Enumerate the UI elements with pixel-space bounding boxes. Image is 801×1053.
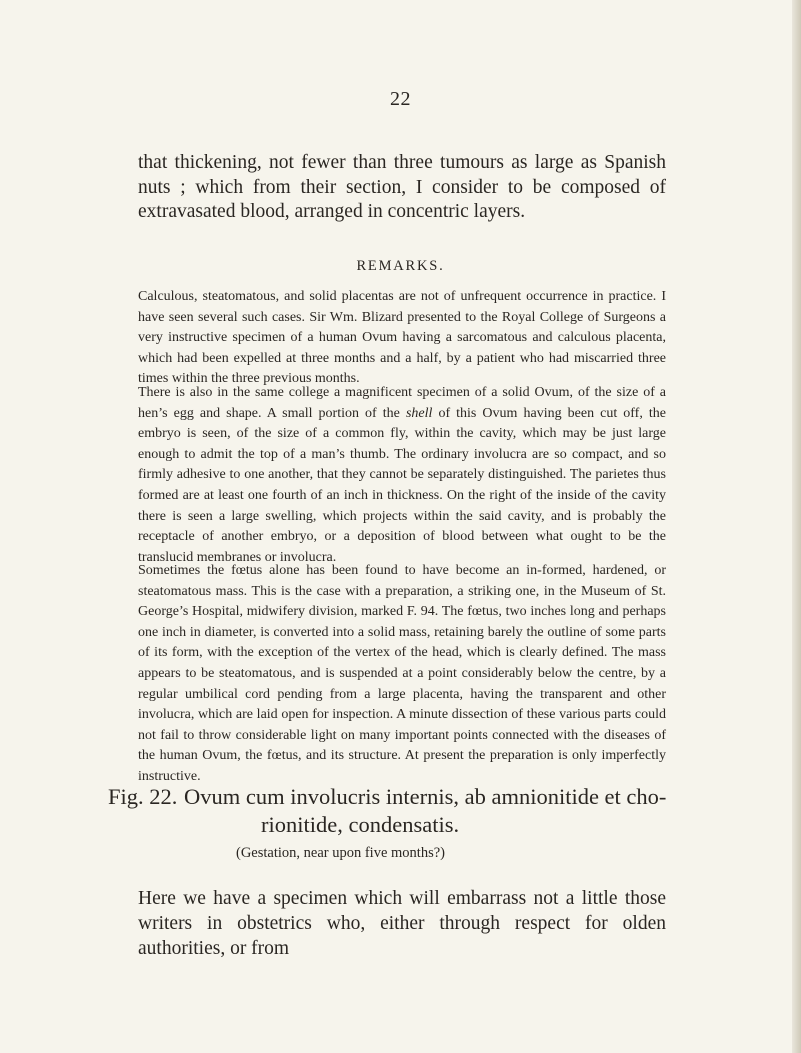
lead-paragraph: that thickening, not fewer than three tumours as large as Spanish nuts ; which from their section, I consider to be composed of extravasated blood, arranged in concentric layers.: [138, 152, 666, 222]
closing-paragraph: Here we have a specimen which will embarrass not a little those writers in obstetrics who, either through respect for olden authorities, or from: [138, 888, 666, 959]
remarks-paragraph-2-start: There is also in the same college a magnificent specimen of a solid Ovum, of the size of a hen’s egg and shape. A small portion of the: [138, 385, 666, 421]
figure-subtitle: (Gestation, near upon five months?): [236, 845, 445, 861]
remarks-heading: REMARKS.: [356, 258, 445, 274]
figure-heading: [108, 783, 678, 839]
figure-title-line-1: Ovum cum involucris internis, ab amnionitide et cho-: [184, 784, 667, 809]
figure-heading-line-1: [108, 783, 678, 811]
remarks-paragraph-2-end: of this Ovum having been cut off, the embryo is seen, of the size of a common fly, within the cavity, which may be just large enough to admit the top of a man’s thumb. The ordinary involucra are so compact, and so firmly adhesive to one another, that they cannot be separately distinguished. The parietes thus formed are at least one fourth of an inch in thickness. On the right of the inside of the cavity there is seen a large swelling, which projects within the said cavity, and is probably the receptacle of another embryo, or a deposition of blood between what ought to be the translucid membranes or involucra.: [138, 405, 667, 565]
figure-label: Fig. 22.: [108, 784, 178, 809]
page-edge-shadow: [792, 0, 801, 1053]
figure-title-line-2: rionitide, condensatis.: [261, 812, 460, 837]
remarks-paragraph-3: Sometimes the fœtus alone has been found to have become an in-formed, hardened, or steatomatous mass. This is the case with a preparation, a striking one, in the Museum of St. George’s Hospital, midwifery division, marked F. 94. The fœtus, two inches long and perhaps one inch in diameter, is converted into a solid mass, retaining barely the outline of some parts of its form, with the exception of the vertex of the head, which is clearly defined. The mass appears to be steatomatous, and is suspended at a point considerably below the centre, by a regular umbilical cord pending from a large placenta, having the transparent and other involucra, which are laid open for inspection. A minute dissection of these various parts could not fail to throw considerable light on many important points connected with the diseases of the human Ovum, the fœtus, and its structure. At present the preparation is only imperfectly instructive.: [138, 563, 666, 784]
page-number: 22: [390, 88, 411, 110]
remarks-paragraph-2: [138, 383, 666, 568]
italic-shell-word: shell: [405, 405, 433, 421]
remarks-paragraph-1: Calculous, steatomatous, and solid placentas are not of unfrequent occurrence in practice. I have seen several such cases. Sir Wm. Blizard presented to the Royal College of Surgeons a very instructive specimen of a human Ovum having a sarcomatous and calculous placenta, which had been expelled at three months and a half, by a patient who had miscarried three times within the three previous months.: [138, 289, 666, 387]
